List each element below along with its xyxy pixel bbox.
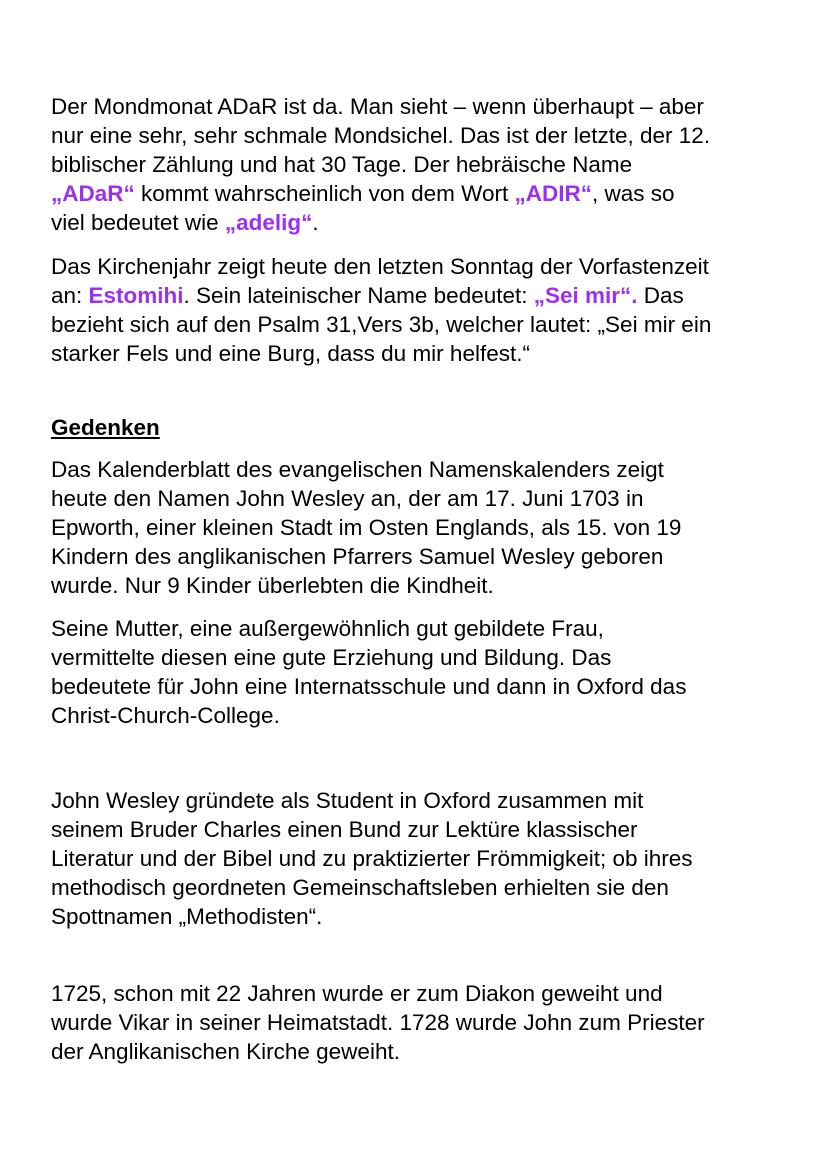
- text-fragment: .: [312, 210, 319, 235]
- text-line: starker Fels und eine Burg, dass du mir helfest.“: [51, 341, 530, 366]
- highlight-sei-mir: „Sei mir“.: [533, 283, 638, 308]
- text-line: Das Kirchenjahr zeigt heute den letzten Sonntag der Vorfastenzeit: [51, 254, 709, 279]
- paragraph-wesley-ordination: [51, 979, 796, 1066]
- text-line: 1725, schon mit 22 Jahren wurde er zum Diakon geweiht und: [51, 981, 663, 1006]
- intro-paragraph-adar: [51, 92, 796, 237]
- text-line: seinem Bruder Charles einen Bund zur Lektüre klassischer: [51, 817, 638, 842]
- text-line: vermittelte diesen eine gute Erziehung und Bildung. Das: [51, 645, 612, 670]
- text-line: John Wesley gründete als Student in Oxford zusammen mit: [51, 788, 644, 813]
- text-line: wurde. Nur 9 Kinder überlebten die Kindheit.: [51, 573, 494, 598]
- highlight-adir: „ADIR“: [514, 181, 592, 206]
- text-line: der Anglikanischen Kirche geweiht.: [51, 1039, 400, 1064]
- text-line: bezieht sich auf den Psalm 31,Vers 3b, welcher lautet: „Sei mir ein: [51, 312, 712, 337]
- paragraph-wesley-methodists: [51, 786, 796, 931]
- text-fragment: Das: [637, 283, 684, 308]
- text-line: methodisch geordneten Gemeinschaftsleben erhielten sie den: [51, 875, 669, 900]
- highlight-adelig: „adelig“: [224, 210, 313, 235]
- highlight-estomihi: Estomihi: [88, 283, 184, 308]
- text-fragment: kommt wahrscheinlich von dem Wort: [134, 181, 515, 206]
- text-line: Literatur und der Bibel und zu praktizierter Frömmigkeit; ob ihres: [51, 846, 693, 871]
- text-line: [51, 281, 796, 310]
- text-fragment: . Sein lateinischer Name bedeutet:: [183, 283, 534, 308]
- paragraph-wesley-mother: [51, 614, 796, 730]
- text-line: Das Kalenderblatt des evangelischen Namenskalenders zeigt: [51, 457, 664, 482]
- text-line: wurde Vikar in seiner Heimatstadt. 1728 wurde John zum Priester: [51, 1010, 705, 1035]
- text-line: Der Mondmonat ADaR ist da. Man sieht – wenn überhaupt – aber: [51, 94, 704, 119]
- text-line: heute den Namen John Wesley an, der am 17. Juni 1703 in: [51, 486, 644, 511]
- text-fragment: viel bedeutet wie: [51, 210, 225, 235]
- text-line: bedeutete für John eine Internatsschule und dann in Oxford das: [51, 674, 687, 699]
- text-line: Christ-Church-College.: [51, 703, 280, 728]
- text-line: nur eine sehr, sehr schmale Mondsichel. Das ist der letzte, der 12.: [51, 123, 711, 148]
- text-fragment: an:: [51, 283, 89, 308]
- text-line: [51, 208, 796, 237]
- intro-paragraph-estomihi: [51, 252, 796, 368]
- section-heading: Gedenken: [51, 415, 160, 440]
- text-fragment: , was so: [591, 181, 675, 206]
- text-line: Seine Mutter, eine außergewöhnlich gut gebildete Frau,: [51, 616, 604, 641]
- text-line: [51, 179, 796, 208]
- text-line: Epworth, einer kleinen Stadt im Osten Englands, als 15. von 19: [51, 515, 682, 540]
- text-line: Spottnamen „Methodisten“.: [51, 904, 323, 929]
- highlight-adar: „ADaR“: [51, 181, 135, 206]
- paragraph-wesley-birth: [51, 455, 796, 600]
- text-line: biblischer Zählung und hat 30 Tage. Der hebräische Name: [51, 152, 633, 177]
- text-line: Kindern des anglikanischen Pfarrers Samuel Wesley geboren: [51, 544, 664, 569]
